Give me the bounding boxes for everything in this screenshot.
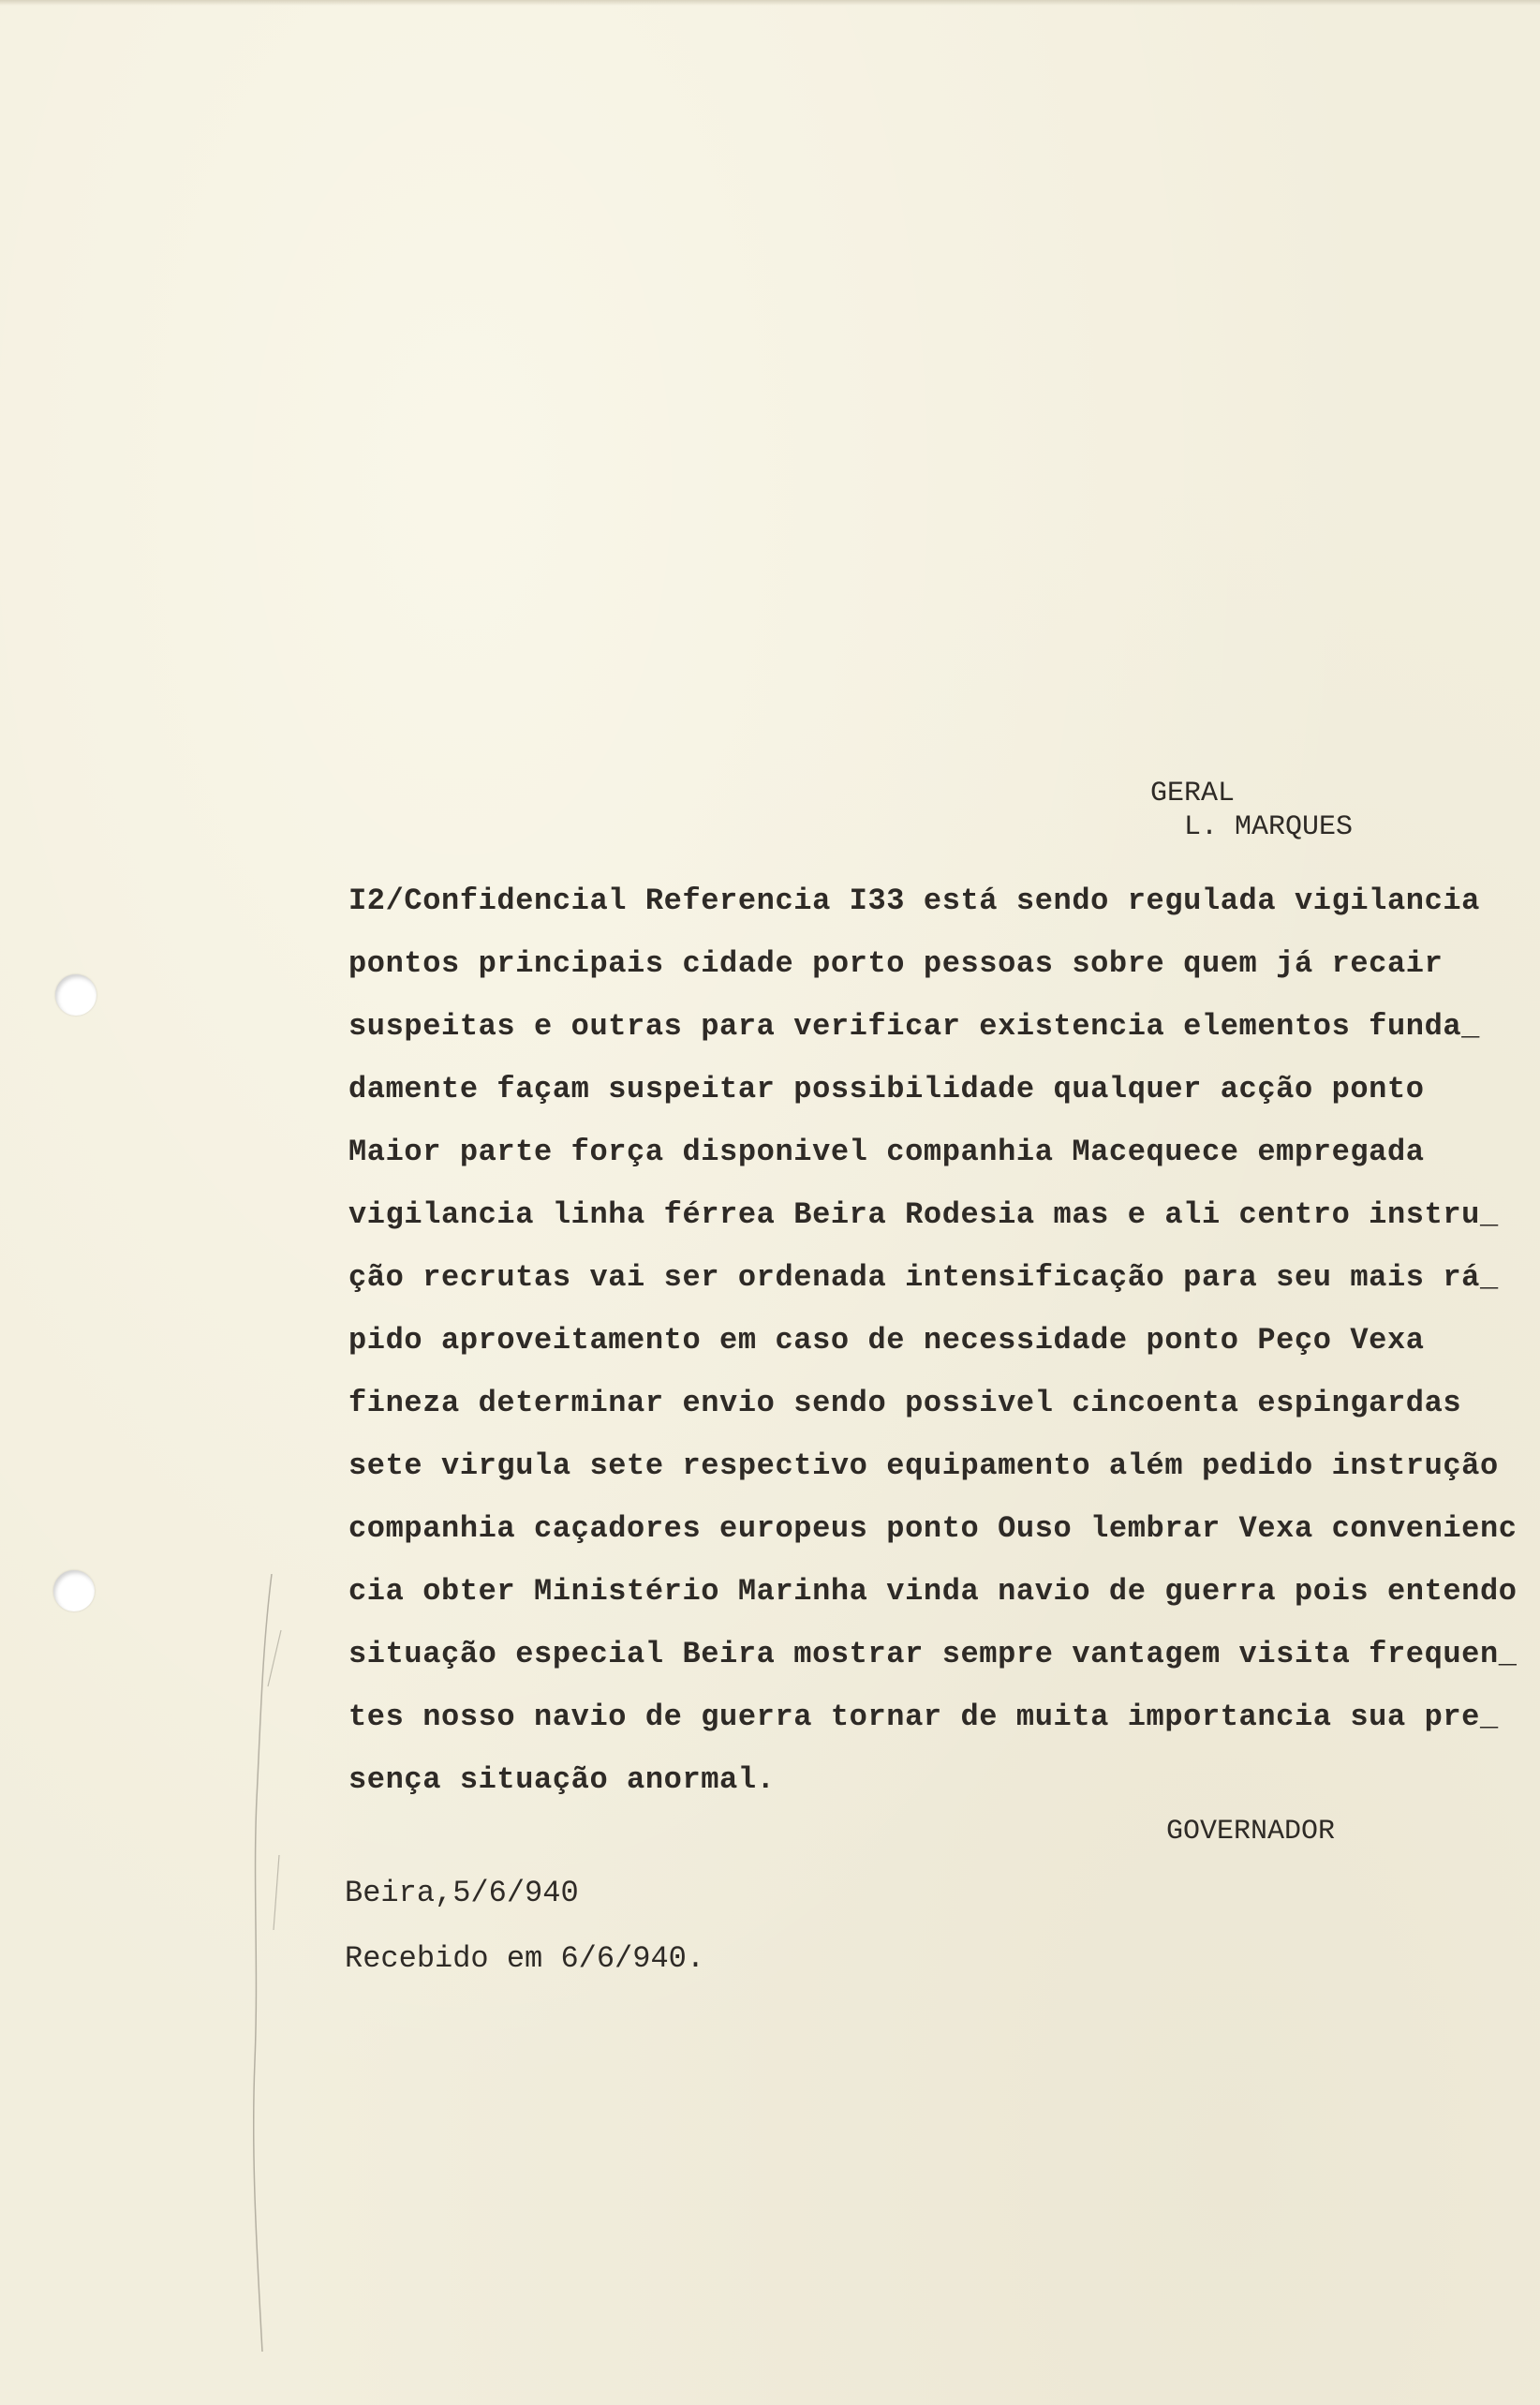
body-line: Maior parte força disponivel companhia Macequece empregada [348, 1135, 1425, 1169]
signature-governador: GOVERNADOR [1166, 1816, 1336, 1848]
telegram-body [348, 869, 1529, 1811]
body-line: pontos principais cidade porto pessoas sobre quem já recair [348, 946, 1444, 981]
body-line: companhia caçadores europeus ponto Ouso lembrar Vexa convenienc [348, 1511, 1518, 1546]
body-line: sete virgula sete respectivo equipamento além pedido instrução [348, 1448, 1499, 1483]
received-date: Recebido em 6/6/940. [345, 1941, 705, 1976]
header-geral: GERAL [1150, 778, 1236, 809]
pencil-margin-mark [253, 1574, 328, 2352]
punch-hole-upper [55, 974, 96, 1016]
body-line: pido aproveitamento em caso de necessidade ponto Peço Vexa [348, 1323, 1425, 1358]
body-line: vigilancia linha férrea Beira Rodesia mas e ali centro instru_ [348, 1197, 1499, 1232]
body-line: sença situação anormal. [348, 1762, 776, 1797]
body-line: damente façam suspeitar possibilidade qualquer acção ponto [348, 1072, 1425, 1106]
page-top-edge [0, 0, 1540, 6]
body-line: fineza determinar envio sendo possivel cincoenta espingardas [348, 1386, 1462, 1420]
body-line: suspeitas e outras para verificar existencia elementos funda_ [348, 1009, 1480, 1044]
body-line: situação especial Beira mostrar sempre vantagem visita frequen_ [348, 1637, 1518, 1671]
header-marques: L. MARQUES [1184, 811, 1354, 843]
body-line: cia obter Ministério Marinha vinda navio de guerra pois entendo [348, 1574, 1518, 1609]
punch-hole-lower [53, 1570, 95, 1611]
body-line: ção recrutas vai ser ordenada intensificação para seu mais rá_ [348, 1260, 1499, 1295]
place-date: Beira,5/6/940 [345, 1876, 579, 1910]
body-line: I2/Confidencial Referencia I33 está sendo regulada vigilancia [348, 883, 1480, 918]
body-line: tes nosso navio de guerra tornar de muita importancia sua pre_ [348, 1700, 1499, 1734]
